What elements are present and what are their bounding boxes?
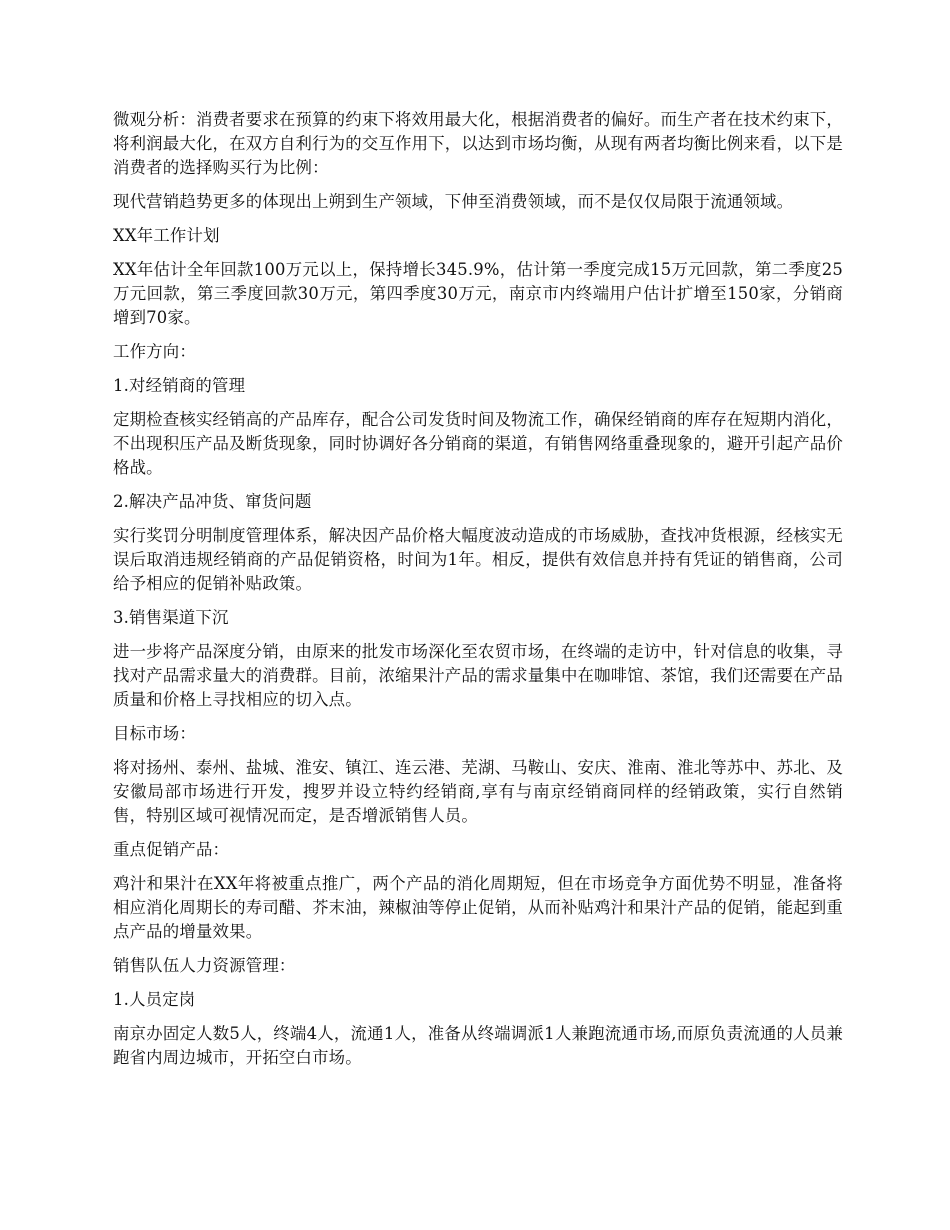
paragraph-micro-analysis: 微观分析：消费者要求在预算的约束下将效用最大化，根据消费者的偏好。而生产者在技术约束下，将利润最大化，在双方自利行为的交互作用下，以达到市场均衡，从现有两者均衡比例来看，以下是消费者的选择购买行为比例： (113, 110, 843, 177)
heading-dealer-management: 1.对经销商的管理 (113, 376, 246, 395)
document-page (113, 108, 843, 1080)
paragraph-target-market: 将对扬州、泰州、盐城、淮安、镇江、连云港、芜湖、马鞍山、安庆、淮南、淮北等苏中、苏北、及安徽局部市场进行开发，搜罗并设立特约经销商,享有与南京经销商同样的经销政策，实行自然销售，特别区域可视情况而定，是否增派销售人员。 (113, 758, 843, 825)
heading-work-plan: XX年工作计划 (113, 226, 220, 245)
heading-work-direction: 工作方向： (113, 342, 196, 361)
paragraph-payment-estimate: XX年估计全年回款100万元以上，保持增长345.9%，估计第一季度完成15万元回款，第二季度25万元回款，第三季度回款30万元，第四季度30万元，南京市内终端用户估计扩增至150家，分销商增到70家。 (113, 260, 843, 327)
heading-target-market: 目标市场： (113, 724, 196, 743)
heading-key-products: 重点促销产品： (113, 840, 230, 859)
heading-cross-selling: 2.解决产品冲货、窜货问题 (113, 492, 312, 511)
paragraph-staffing: 南京办固定人数5人，终端4人，流通1人，准备从终端调派1人兼跑流通市场,而原负责流通的人员兼跑省内周边城市，开拓空白市场。 (113, 1024, 843, 1067)
paragraph-marketing-trend: 现代营销趋势更多的体现出上朔到生产领域，下伸至消费领域，而不是仅仅局限于流通领域。 (113, 192, 794, 211)
paragraph-dealer-management: 定期检查核实经销高的产品库存，配合公司发货时间及物流工作，确保经销商的库存在短期内消化，不出现积压产品及断货现象，同时协调好各分销商的渠道，有销售网络重叠现象的，避开引起产品价格战。 (113, 410, 843, 477)
paragraph-key-products: 鸡汁和果汁在XX年将被重点推广，两个产品的消化周期短，但在市场竞争方面优势不明显，准备将相应消化周期长的寿司醋、芥末油，辣椒油等停止促销，从而补贴鸡汁和果汁产品的促销，能起到重点产品的增量效果。 (113, 874, 843, 941)
paragraph-cross-selling: 实行奖罚分明制度管理体系，解决因产品价格大幅度波动造成的市场威胁，查找冲货根源，经核实无误后取消违规经销商的产品促销资格，时间为1年。相反，提供有效信息并持有凭证的销售商，公司给予相应的促销补贴政策。 (113, 526, 843, 593)
heading-sales-team: 销售队伍人力资源管理： (113, 956, 296, 975)
heading-channel-sinking: 3.销售渠道下沉 (113, 608, 229, 627)
heading-staffing: 1.人员定岗 (113, 990, 196, 1009)
paragraph-channel-sinking: 进一步将产品深度分销，由原来的批发市场深化至农贸市场，在终端的走访中，针对信息的收集，寻找对产品需求量大的消费群。目前，浓缩果汁产品的需求量集中在咖啡馆、茶馆，我们还需要在产品质量和价格上寻找相应的切入点。 (113, 642, 843, 709)
